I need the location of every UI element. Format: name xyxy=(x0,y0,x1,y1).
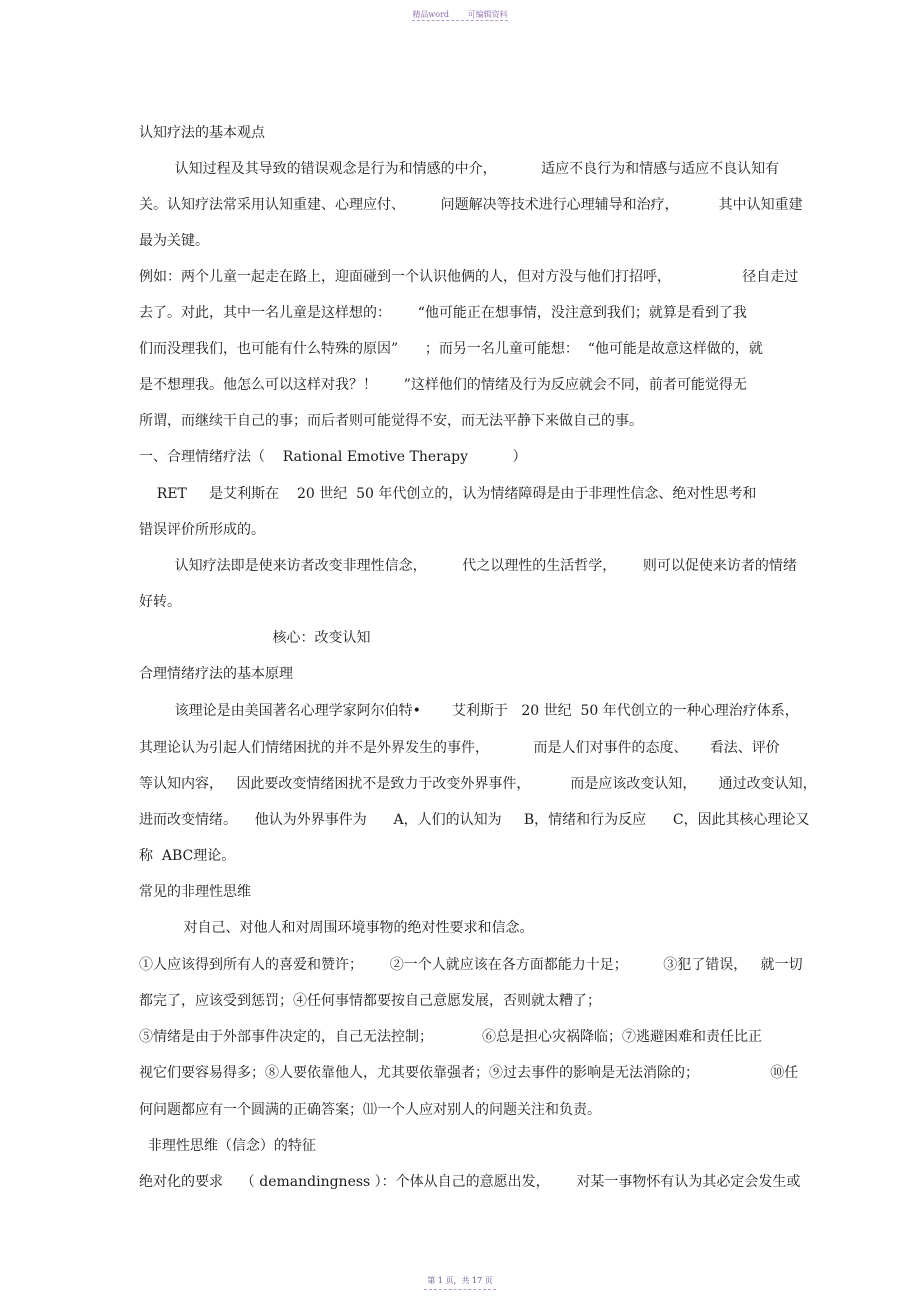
footer-divider xyxy=(424,1289,496,1290)
core-statement: 核心：改变认知 xyxy=(139,630,371,646)
header-left-text: 精品word xyxy=(412,10,450,19)
body-line: 其理论认为引起人们情绪困扰的并不是外界发生的事件， 而是人们对事件的态度、 看法、评价 xyxy=(139,740,780,756)
body-line: 认知疗法即是使来访者改变非理性信念， 代之以理性的生活哲学， 则可以促使来访者的情绪 xyxy=(139,558,797,574)
heading-ret: 一、合理情绪疗法（ Rational Emotive Therapy ） xyxy=(139,449,527,465)
body-line: 例如：两个儿童一起走在路上，迎面碰到一个认识他俩的人，但对方没与他们打招呼， 径自走过 xyxy=(139,269,799,285)
body-line: 对自己、对他人和对周围环境事物的绝对性要求和信念。 xyxy=(139,920,534,936)
body-line: 认知过程及其导致的错误观念是行为和情感的中介， 适应不良行为和情感与适应不良认知有 xyxy=(139,161,780,177)
heading-ret-principle: 合理情绪疗法的基本原理 xyxy=(139,666,293,682)
body-line: 等认知内容， 因此要改变情绪困扰不是致力于改变外界事件， 而是应该改变认知， 通过改变认知， xyxy=(139,776,817,792)
heading-irrational-thinking: 常见的非理性思维 xyxy=(139,884,251,900)
header-divider xyxy=(412,20,508,21)
body-line: RET 是艾利斯在 20 世纪 50 年代创立的，认为情绪障碍是由于非理性信念、绝对性思考和 xyxy=(139,486,757,502)
body-line: 何问题都应有一个圆满的正确答案；⑾一个人应对别人的问题关注和负责。 xyxy=(139,1102,601,1118)
body-line: ①人应该得到所有人的喜爱和赞许； ②一个人就应该在各方面都能力十足； ③犯了错误， 就一切 xyxy=(139,957,803,973)
page-header xyxy=(0,9,920,20)
body-line: 错误评价所形成的。 xyxy=(139,522,265,538)
page-footer: 第 1 页，共 17 页 xyxy=(427,1276,493,1285)
body-line: ⑤情绪是由于外部事件决定的，自己无法控制； ⑥总是担心灾祸降临；⑦逃避困难和责任比正 xyxy=(139,1029,762,1045)
body-line: 都完了，应该受到惩罚；④任何事情都要按自己意愿发展，否则就太糟了； xyxy=(139,993,601,1009)
body-line: 视它们要容易得多；⑧人要依靠他人，尤其要依靠强者；⑨过去事件的影响是无法消除的； ⑩任 xyxy=(139,1065,799,1081)
heading-irrational-features: 非理性思维（信念）的特征 xyxy=(139,1138,316,1154)
body-line: 去了。对此，其中一名儿童是这样想的： “他可能正在想事情，没注意到我们；就算是看到了我 xyxy=(139,305,747,321)
body-line: 进而改变情绪。 他认为外界事件为 A，人们的认知为 B，情绪和行为反应 C，因此其核心理论又 xyxy=(139,812,810,828)
body-line: 关。认知疗法常采用认知重建、心理应付、 问题解决等技术进行心理辅导和治疗， 其中认知重建 xyxy=(139,197,803,213)
body-line: 最为关键。 xyxy=(139,233,209,249)
body-line: 好转。 xyxy=(139,594,181,610)
body-line: 所谓，而继续干自己的事；而后者则可能觉得不安，而无法平静下来做自己的事。 xyxy=(139,413,643,429)
heading-cognitive-therapy: 认知疗法的基本观点 xyxy=(139,125,265,141)
body-line: 该理论是由美国著名心理学家阿尔伯特• 艾利斯于 20 世纪 50 年代创立的一种心理治疗体系， xyxy=(139,703,799,719)
body-line: 称 ABC理论。 xyxy=(139,848,236,864)
body-line: 绝对化的要求 （ demandingness ）：个体从自己的意愿出发， 对某一事物怀有认为其必定会发生或 xyxy=(139,1174,801,1190)
header-right-text: 可编辑资料 xyxy=(467,10,508,19)
body-line: 们而没理我们，也可能有什么特殊的原因” ；而另一名儿童可能想： “他可能是故意这样做的，就 xyxy=(139,341,763,357)
body-line: 是不想理我。他怎么可以这样对我？！ ”这样他们的情绪及行为反应就会不同，前者可能觉得无 xyxy=(139,377,747,393)
